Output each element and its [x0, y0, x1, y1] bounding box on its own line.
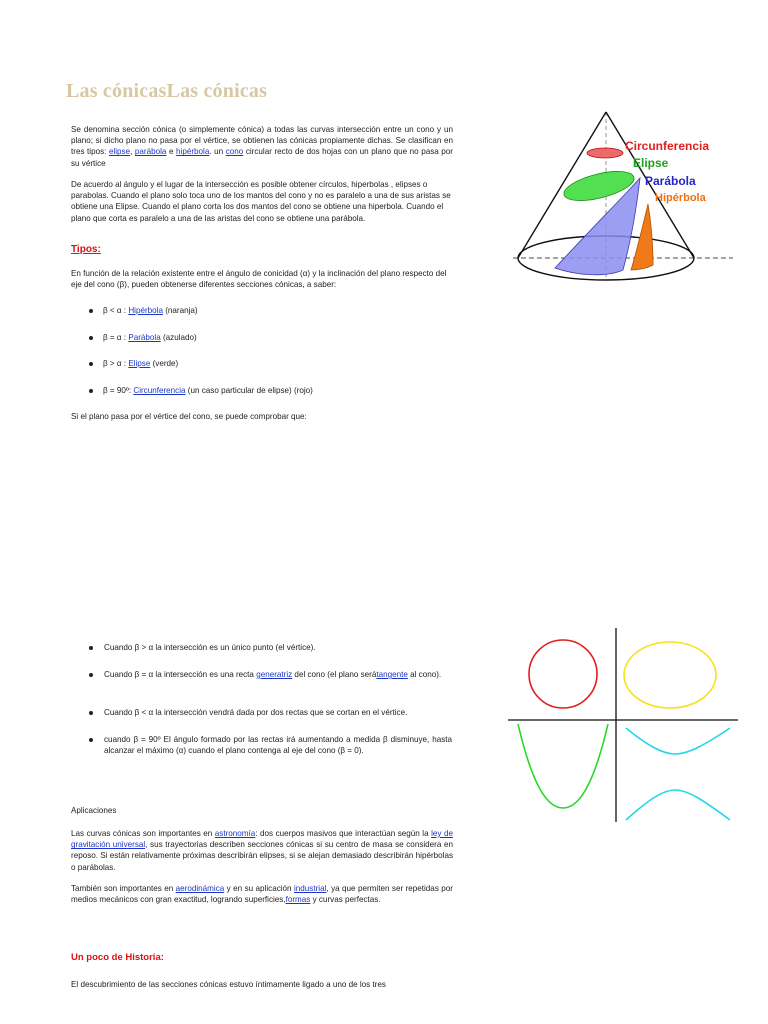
app-text: y en su aplicación [224, 884, 294, 893]
case-text: al cono). [407, 670, 442, 679]
link-hiperbola[interactable]: hipérbola [176, 147, 210, 157]
list-item [104, 642, 452, 653]
vertex-intro: Si el plano pasa por el vértice del cono, se puede comprobar que: [71, 412, 307, 421]
bullet [89, 738, 93, 742]
aplicaciones-paragraph-1 [71, 828, 453, 873]
separator: , [130, 147, 135, 157]
intro-paragraph-1 [71, 124, 453, 169]
list-item [103, 358, 178, 369]
historia-heading: Un poco de Historia: [71, 952, 164, 963]
link-tangente[interactable]: tangente [376, 670, 408, 679]
item-prefix: β > α : [103, 359, 129, 368]
label-parabola: Parábola [645, 174, 696, 188]
item-suffix: (naranja) [162, 306, 198, 315]
cone-diagram [505, 100, 745, 290]
label-circunferencia: Circunferencia [625, 139, 710, 153]
label-hiperbola: Hipérbola [655, 192, 706, 204]
list-item [103, 332, 197, 343]
ellipse-curve [624, 642, 716, 708]
list-item [103, 385, 313, 396]
link-elipse-item[interactable]: Elipse [128, 359, 151, 368]
intro-paragraph-2: De acuerdo al ángulo y el lugar de la intersección es posible obtener círculos, hiperbolas , elipses o parabolas. Cuando el plano solo toca uno de los mantos del cono y no es paralelo a una de sus aristas se obtiene una Elipse. Cuando el plano corta los dos mantos del cono se obtiene una hiperbola. Cuando el plano que corta es paralelo a una de las aristas del cono se obtiene una parábola. [71, 180, 451, 223]
link-cono[interactable]: cono [225, 147, 244, 157]
parabola-curve [518, 724, 608, 808]
intro-text: Se denomina sección cónica (o simplemente cónica) a todas las curvas intersección entre un cono y un plano; si dicho plano no pasa por el vértice, se obtienen las cónicas propiamente dichas. Se clasifican en tres tipos: [71, 125, 453, 157]
list-item [104, 734, 452, 756]
bullet [89, 711, 93, 715]
case-text: Cuando β = α la intersección es una recta [104, 670, 257, 679]
link-parabola-item[interactable]: Parábola [128, 333, 161, 342]
list-item [103, 305, 198, 316]
item-prefix: β < α : [103, 306, 129, 315]
case-text: cuando β = 90º El ángulo formado por las rectas irá aumentando a medida β disminuye, hasta alcanzar el máximo (α) cuando el plano contenga al eje del cono (β = 0). [104, 735, 452, 756]
link-hiperbola-item[interactable]: Hipérbola [128, 306, 163, 315]
link-industrial[interactable]: industrial [293, 884, 327, 893]
bullet [89, 336, 93, 340]
list-item [104, 669, 452, 680]
app-text: Las curvas cónicas son importantes en [71, 829, 215, 838]
bullet [89, 362, 93, 366]
case-text: Cuando β > α la intersección es un único punto (el vértice). [104, 643, 316, 652]
curves-diagram [508, 628, 738, 822]
case-text: del cono (el plano será [292, 670, 377, 679]
bullet [89, 646, 93, 650]
tipos-heading: Tipos: [71, 244, 101, 255]
link-ley-gravitacion[interactable]: ley de gravitación universal [71, 829, 453, 850]
link-elipse[interactable]: elipse [108, 147, 131, 157]
separator: . un [209, 147, 226, 157]
item-suffix: (verde) [150, 359, 179, 368]
app-text: , sus trayectorias describen secciones cónicas si su centro de masa se considera en reposo. Si están relativamente próximas describirán elipses, si se alejan demasiado describirán hipérbolas o parábolas. [71, 840, 454, 872]
hyperbola-lower-branch [626, 790, 730, 820]
label-elipse: Elipse [633, 156, 669, 170]
list-item [104, 707, 452, 718]
item-suffix: (un caso particular de elipse) (rojo) [185, 386, 313, 395]
case-text: Cuando β < α la intersección vendrá dada por dos rectas que se cortan en el vértice. [104, 708, 408, 717]
app-text: : dos cuerpos masivos que interactúan según la [255, 829, 432, 838]
bullet [89, 309, 93, 313]
link-circunferencia-item[interactable]: Circunferencia [133, 386, 186, 395]
item-prefix: β = 90º: [103, 386, 134, 395]
app-text: y curvas perfectas. [310, 895, 381, 905]
page-title: Las cónicasLas cónicas [66, 80, 268, 102]
link-generatriz[interactable]: generatriz [256, 670, 293, 679]
link-formas[interactable]: formas [285, 895, 311, 905]
hyperbola-upper-branch [626, 728, 730, 754]
app-text: También son importantes en [71, 884, 176, 893]
item-prefix: β = α : [103, 333, 129, 342]
circle-section [587, 148, 623, 158]
separator: e [166, 147, 177, 157]
aplicaciones-paragraph-2 [71, 883, 453, 905]
bullet [89, 673, 93, 677]
aplicaciones-heading: Aplicaciones [71, 806, 117, 815]
link-astronomia[interactable]: astronomía [214, 829, 256, 838]
link-aerodinamica[interactable]: aerodinámica [175, 884, 225, 893]
circle-curve [529, 640, 597, 708]
historia-paragraph: El descubrimiento de las secciones cónicas estuvo íntimamente ligado a uno de los tres [71, 980, 386, 989]
intro-text-end: circular recto de dos hojas con un plano que no pasa por su vértice [71, 147, 454, 168]
app-text: , ya que permiten ser repetidas por medios mecánicos con gran exactitud, logrando superficies, [71, 884, 453, 905]
link-parabola[interactable]: parábola [134, 147, 167, 157]
bullet [89, 389, 93, 393]
item-suffix: (azulado) [160, 333, 197, 342]
tipos-text: En función de la relación existente entre el ángulo de conicidad (α) y la inclinación del plano respecto del eje del cono (β), pueden obtenerse diferentes secciones cónicas, a saber: [71, 269, 447, 290]
